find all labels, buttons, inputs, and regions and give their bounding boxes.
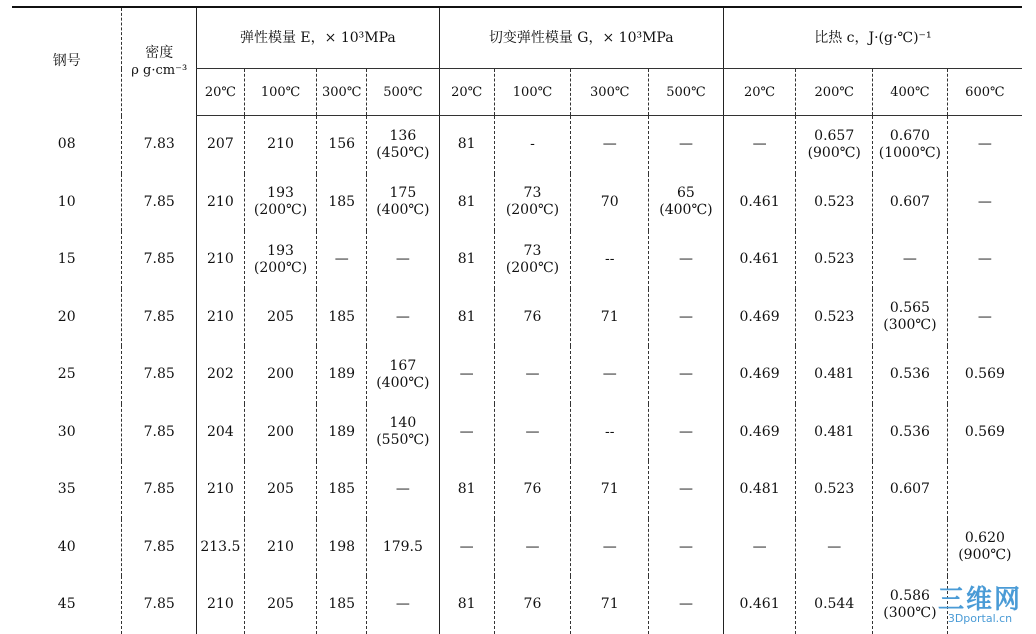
steel-no-cell: 40 (57, 538, 76, 555)
cell-value: 73 (523, 185, 542, 202)
cell-temperature-note: (1000℃) (878, 144, 941, 161)
c-temp-header: 400℃ (873, 69, 948, 116)
c-value-cell (947, 519, 1022, 577)
e-value-cell (317, 346, 367, 404)
cell-value: 81 (457, 136, 476, 153)
e-value-cell (317, 289, 367, 347)
cell-value: — (977, 308, 992, 325)
cell-temperature-note: (450℃) (376, 144, 430, 161)
cell-temperature-note: (200℃) (505, 259, 560, 276)
c-value-cell (723, 519, 796, 577)
g-value-cell (439, 116, 494, 174)
g-value-cell (571, 174, 649, 232)
cell-value: 202 (207, 366, 234, 383)
cell-value: 0.523 (814, 481, 855, 498)
e-value-cell (197, 461, 245, 519)
cell-value: 70 (600, 193, 619, 210)
g-value-cell (571, 576, 649, 634)
table-row (12, 576, 1022, 634)
steel-no-cell: 15 (57, 251, 76, 268)
cell-value: 0.607 (889, 481, 930, 498)
g-value-cell (494, 519, 571, 577)
cell-value: 189 (328, 366, 356, 383)
cell-value: 0.461 (739, 596, 780, 613)
e-value-cell (244, 461, 317, 519)
c-value-cell (796, 231, 873, 289)
cell-value: 185 (328, 308, 356, 325)
c-value-cell (873, 174, 948, 232)
cell-value: 175 (389, 185, 417, 202)
e-value-cell (244, 576, 317, 634)
g-value-cell (649, 174, 724, 232)
cell-value: 71 (600, 308, 619, 325)
e-value-cell (197, 404, 245, 462)
cell-value: 179.5 (382, 538, 423, 555)
cell-value: 207 (207, 136, 234, 153)
c-temp-header: 600℃ (947, 69, 1022, 116)
c-value-cell (796, 519, 873, 577)
g-value-cell (494, 404, 571, 462)
table-row (12, 461, 1022, 519)
steel-no-cell: 08 (57, 136, 76, 152)
g-value-cell (649, 461, 724, 519)
e-value-cell (317, 519, 367, 577)
g-value-cell (439, 289, 494, 347)
g-value-cell (439, 174, 494, 232)
e-value-cell (367, 346, 440, 404)
density-cell: 7.85 (122, 346, 197, 404)
cell-value: 81 (457, 596, 476, 613)
cell-value: 189 (328, 423, 356, 440)
cell-value: 73 (523, 242, 542, 259)
cell-value: 210 (207, 251, 234, 268)
cell-value: 185 (328, 193, 356, 210)
e-value-cell (197, 231, 245, 289)
cell-value: — (395, 481, 410, 498)
cell-value: 0.657 (814, 127, 855, 144)
elastic-modulus-header: 弹性模量 E，× 10³MPa (197, 7, 440, 69)
cell-temperature-note: (400℃) (376, 374, 430, 391)
cell-value: 198 (328, 538, 356, 555)
cell-value: -- (604, 423, 615, 440)
cell-value: 210 (207, 596, 234, 613)
c-value-cell (947, 346, 1022, 404)
e-value-cell (244, 519, 317, 577)
g-value-cell (494, 576, 571, 634)
cell-value: — (977, 251, 992, 268)
cell-value: 210 (207, 481, 234, 498)
cell-value: 204 (207, 423, 234, 440)
cell-value: 81 (457, 251, 476, 268)
steel-no-cell: 20 (57, 308, 76, 325)
cell-value: — (678, 366, 693, 383)
c-value-cell (873, 289, 948, 347)
cell-value: — (902, 251, 917, 268)
steel-properties-table (12, 6, 1022, 634)
g-value-cell (571, 404, 649, 462)
cell-value: 0.620 (964, 530, 1005, 547)
cell-value: 81 (457, 193, 476, 210)
e-value-cell (197, 174, 245, 232)
c-value-cell (723, 116, 796, 174)
density-header (122, 7, 197, 116)
g-value-cell (649, 404, 724, 462)
steel-no-header: 钢号 (12, 7, 122, 116)
specific-heat-header: 比热 c，J·(g·℃)⁻¹ (723, 7, 1022, 69)
g-temp-header: 500℃ (649, 69, 724, 116)
table-row (12, 116, 1022, 174)
c-value-cell (723, 404, 796, 462)
cell-temperature-note: (900℃) (958, 547, 1012, 564)
cell-value: — (678, 538, 693, 555)
g-value-cell (439, 346, 494, 404)
steel-no-cell: 25 (57, 366, 76, 383)
e-value-cell (244, 174, 317, 232)
cell-value: 193 (267, 185, 294, 202)
c-value-cell (873, 116, 948, 174)
steel-no-cell: 35 (57, 481, 76, 498)
e-value-cell (197, 519, 245, 577)
e-value-cell (367, 576, 440, 634)
cell-temperature-note: (200℃) (253, 202, 308, 219)
c-value-cell (723, 231, 796, 289)
cell-value: — (525, 538, 540, 555)
cell-value: 0.469 (739, 308, 780, 325)
watermark-logo-text: 三维网 (937, 585, 1022, 615)
e-value-cell (244, 404, 317, 462)
cell-value: 71 (600, 481, 619, 498)
e-value-cell (367, 404, 440, 462)
cell-value: — (752, 136, 767, 153)
c-value-cell (947, 231, 1022, 289)
c-value-cell (723, 346, 796, 404)
e-temp-header: 20℃ (197, 69, 245, 116)
c-value-cell (873, 231, 948, 289)
cell-value: — (678, 136, 693, 153)
table-row (12, 519, 1022, 577)
cell-value: 210 (207, 193, 234, 210)
c-value-cell (873, 461, 948, 519)
cell-value: — (395, 308, 410, 325)
cell-value: 167 (389, 357, 417, 374)
e-value-cell (367, 174, 440, 232)
density-cell: 7.83 (122, 116, 197, 174)
cell-value: — (678, 308, 693, 325)
cell-value: 0.569 (964, 366, 1005, 383)
e-value-cell (367, 289, 440, 347)
g-value-cell (494, 174, 571, 232)
cell-value: 136 (389, 127, 417, 144)
c-value-cell (796, 576, 873, 634)
cell-value: 71 (600, 596, 619, 613)
cell-value: — (678, 251, 693, 268)
cell-value: — (459, 366, 474, 383)
steel-no-cell: 45 (57, 596, 76, 613)
c-value-cell (796, 461, 873, 519)
cell-value: 65 (677, 185, 695, 202)
c-value-cell (723, 576, 796, 634)
e-value-cell (367, 231, 440, 289)
e-value-cell (317, 231, 367, 289)
cell-value: 0.481 (739, 481, 780, 498)
c-value-cell (947, 289, 1022, 347)
g-value-cell (571, 346, 649, 404)
cell-value: 0.544 (814, 596, 855, 613)
g-value-cell (494, 116, 571, 174)
table-row (12, 404, 1022, 462)
cell-value: - (530, 136, 535, 153)
c-value-cell (796, 289, 873, 347)
cell-value: 0.536 (889, 423, 930, 440)
g-value-cell (494, 346, 571, 404)
cell-temperature-note: (550℃) (376, 432, 430, 449)
cell-value: — (678, 596, 693, 613)
cell-temperature-note: (400℃) (376, 202, 430, 219)
g-value-cell (649, 346, 724, 404)
cell-value: 185 (328, 481, 356, 498)
table-row (12, 174, 1022, 232)
cell-value: 0.481 (814, 423, 855, 440)
cell-value: 0.670 (889, 127, 930, 144)
cell-temperature-note: (300℃) (883, 317, 937, 334)
g-value-cell (649, 289, 724, 347)
e-value-cell (317, 576, 367, 634)
c-value-cell (796, 404, 873, 462)
density-label: 密度 (145, 44, 174, 61)
cell-value: 0.461 (739, 251, 780, 268)
cell-temperature-note: (200℃) (253, 259, 308, 276)
cell-value: — (395, 251, 410, 268)
steel-no-cell: 30 (57, 423, 76, 440)
c-value-cell (947, 174, 1022, 232)
cell-value: 210 (267, 136, 294, 153)
g-value-cell (494, 231, 571, 289)
g-value-cell (571, 289, 649, 347)
cell-value: 0.586 (889, 587, 930, 604)
cell-value: 156 (328, 136, 356, 153)
cell-value: 205 (267, 308, 294, 325)
shear-modulus-header: 切变弹性模量 G，× 10³MPa (439, 7, 723, 69)
c-value-cell (947, 404, 1022, 462)
cell-value: 0.461 (739, 193, 780, 210)
cell-value: 76 (523, 481, 542, 498)
cell-value: — (395, 596, 410, 613)
cell-value: 205 (267, 481, 294, 498)
c-value-cell (796, 116, 873, 174)
g-value-cell (439, 231, 494, 289)
c-temp-header: 20℃ (723, 69, 796, 116)
g-value-cell (571, 519, 649, 577)
cell-value: — (602, 136, 617, 153)
cell-value: — (525, 423, 540, 440)
density-cell: 7.85 (122, 519, 197, 577)
cell-value: — (602, 538, 617, 555)
cell-value: — (977, 136, 992, 153)
density-cell: 7.85 (122, 404, 197, 462)
c-value-cell (796, 174, 873, 232)
cell-value: 205 (267, 596, 294, 613)
cell-value: — (977, 193, 992, 210)
e-value-cell (317, 116, 367, 174)
cell-value: — (678, 481, 693, 498)
cell-value: — (459, 538, 474, 555)
cell-value: 0.523 (814, 193, 855, 210)
g-temp-header: 100℃ (494, 69, 571, 116)
g-value-cell (439, 576, 494, 634)
cell-value: — (459, 423, 474, 440)
cell-value: — (334, 251, 349, 268)
cell-value: 0.536 (889, 366, 930, 383)
cell-value: 193 (267, 242, 294, 259)
c-value-cell (723, 289, 796, 347)
e-value-cell (197, 576, 245, 634)
cell-value: 76 (523, 596, 542, 613)
cell-value: 0.469 (739, 366, 780, 383)
cell-value: 0.523 (814, 308, 855, 325)
g-value-cell (649, 116, 724, 174)
e-temp-header: 500℃ (367, 69, 440, 116)
cell-value: 213.5 (200, 538, 241, 555)
watermark-logo (932, 587, 1028, 625)
cell-temperature-note: (400℃) (659, 202, 713, 219)
density-cell: 7.85 (122, 231, 197, 289)
cell-value: 81 (457, 481, 476, 498)
e-value-cell (317, 174, 367, 232)
g-value-cell (494, 289, 571, 347)
cell-value: 0.523 (814, 251, 855, 268)
watermark-url: 3Dportal.cn (947, 612, 1013, 625)
g-value-cell (439, 404, 494, 462)
c-value-cell (873, 346, 948, 404)
cell-value: 81 (457, 308, 476, 325)
e-value-cell (244, 231, 317, 289)
cell-value: 140 (389, 415, 417, 432)
e-value-cell (367, 519, 440, 577)
cell-value: — (752, 538, 767, 555)
e-value-cell (244, 346, 317, 404)
cell-value: — (827, 538, 842, 555)
density-cell: 7.85 (122, 576, 197, 634)
density-cell: 7.85 (122, 174, 197, 232)
e-value-cell (244, 289, 317, 347)
table-row (12, 346, 1022, 404)
cell-value: 0.469 (739, 423, 780, 440)
cell-value: 200 (267, 423, 294, 440)
cell-value: 185 (328, 596, 356, 613)
e-value-cell (197, 289, 245, 347)
cell-value: 0.565 (889, 300, 930, 317)
g-temp-header: 300℃ (571, 69, 649, 116)
g-value-cell (571, 461, 649, 519)
e-value-cell (197, 116, 245, 174)
density-cell: 7.85 (122, 461, 197, 519)
e-value-cell (197, 346, 245, 404)
e-value-cell (367, 116, 440, 174)
density-cell: 7.85 (122, 289, 197, 347)
c-value-cell (947, 116, 1022, 174)
g-value-cell (439, 461, 494, 519)
g-value-cell (649, 576, 724, 634)
cell-temperature-note: (300℃) (883, 604, 937, 621)
e-temp-header: 100℃ (244, 69, 317, 116)
table-row (12, 289, 1022, 347)
c-value-cell (873, 519, 948, 577)
cell-value: 76 (523, 308, 542, 325)
cell-value: 0.481 (814, 366, 855, 383)
g-value-cell (571, 231, 649, 289)
g-value-cell (571, 116, 649, 174)
cell-value: -- (604, 251, 615, 268)
c-value-cell (947, 461, 1022, 519)
table-row (12, 231, 1022, 289)
e-temp-header: 300℃ (317, 69, 367, 116)
c-value-cell (796, 346, 873, 404)
cell-temperature-note: (200℃) (505, 202, 560, 219)
e-value-cell (367, 461, 440, 519)
steel-no-cell: 10 (57, 193, 76, 210)
cell-value: — (525, 366, 540, 383)
cell-temperature-note: (900℃) (807, 144, 861, 161)
c-temp-header: 200℃ (796, 69, 873, 116)
cell-value: — (602, 366, 617, 383)
g-value-cell (649, 231, 724, 289)
c-value-cell (723, 174, 796, 232)
e-value-cell (317, 404, 367, 462)
g-value-cell (649, 519, 724, 577)
g-value-cell (439, 519, 494, 577)
c-value-cell (873, 404, 948, 462)
g-temp-header: 20℃ (439, 69, 494, 116)
cell-value: 210 (267, 538, 294, 555)
g-value-cell (494, 461, 571, 519)
cell-value: 0.607 (889, 193, 930, 210)
cell-value: 210 (207, 308, 234, 325)
density-unit: ρ g·cm⁻³ (131, 62, 188, 78)
cell-value: 200 (267, 366, 294, 383)
c-value-cell (723, 461, 796, 519)
e-value-cell (317, 461, 367, 519)
e-value-cell (244, 116, 317, 174)
cell-value: — (678, 423, 693, 440)
cell-value: 0.569 (964, 423, 1005, 440)
